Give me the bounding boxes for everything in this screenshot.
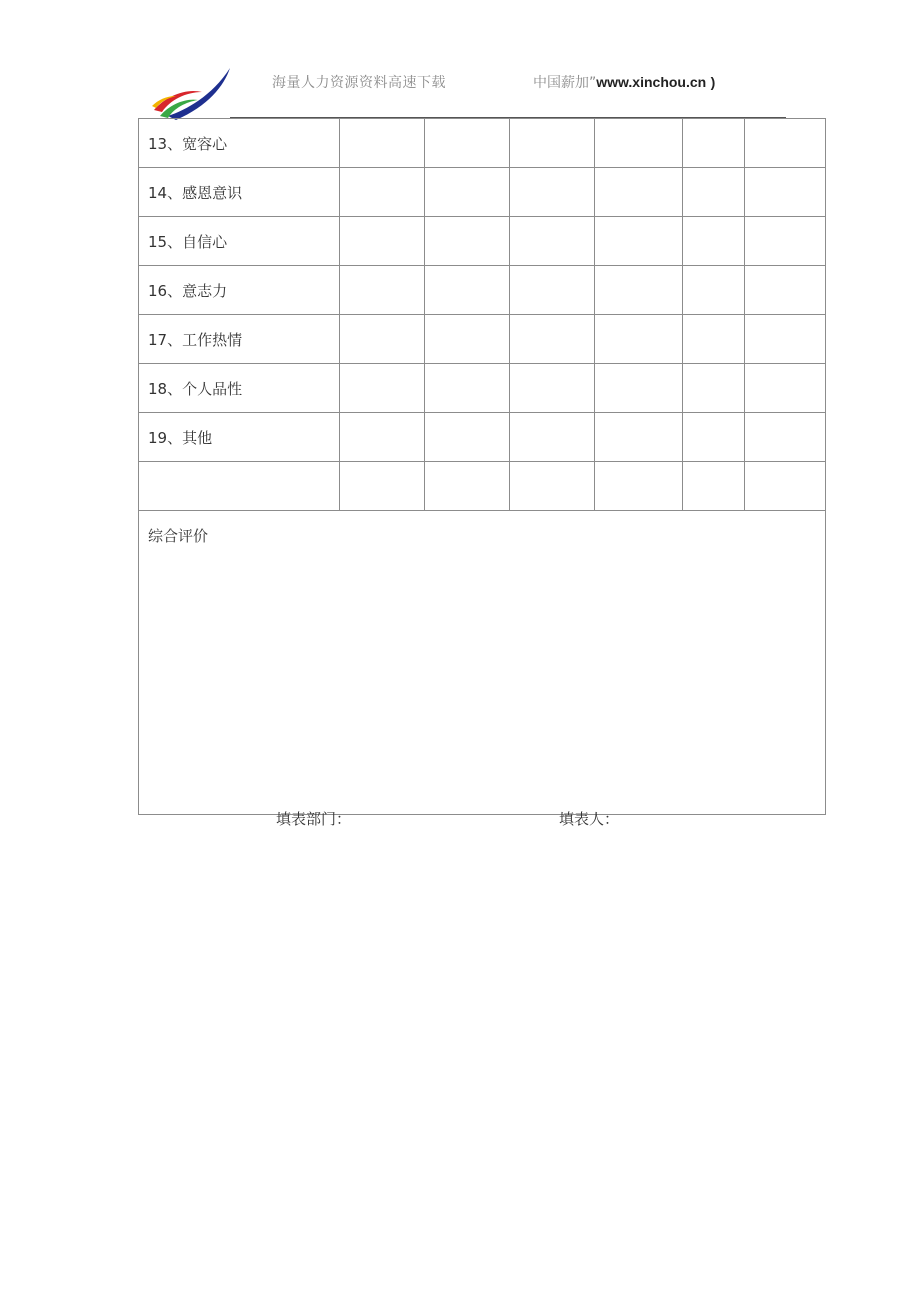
company-logo — [146, 66, 236, 122]
rating-cell[interactable] — [425, 462, 510, 511]
filler-label: 填表人： — [559, 810, 620, 828]
rating-cell[interactable] — [510, 413, 595, 462]
rating-cell[interactable] — [745, 266, 826, 315]
rating-cell[interactable] — [340, 168, 425, 217]
table-row — [139, 119, 826, 168]
rating-cell[interactable] — [683, 266, 745, 315]
rating-cell[interactable] — [425, 266, 510, 315]
rating-cell[interactable] — [595, 315, 683, 364]
rating-cell[interactable] — [683, 462, 745, 511]
rating-cell[interactable] — [510, 462, 595, 511]
rating-cell[interactable] — [683, 413, 745, 462]
row-label: 16、意志力 — [139, 266, 340, 315]
rating-cell[interactable] — [745, 168, 826, 217]
rating-cell[interactable] — [595, 413, 683, 462]
table-row — [139, 462, 826, 511]
header-site — [533, 72, 715, 92]
rating-cell[interactable] — [595, 364, 683, 413]
table-row — [139, 266, 826, 315]
row-label: 19、其他 — [139, 413, 340, 462]
summary-row — [139, 511, 826, 815]
rating-cell[interactable] — [595, 168, 683, 217]
summary-cell[interactable] — [139, 511, 826, 815]
rating-cell[interactable] — [340, 119, 425, 168]
rating-cell[interactable] — [510, 364, 595, 413]
rating-cell[interactable] — [510, 119, 595, 168]
row-label: 14、感恩意识 — [139, 168, 340, 217]
rating-cell[interactable] — [340, 315, 425, 364]
row-label: 15、自信心 — [139, 217, 340, 266]
row-label: 13、宽容心 — [139, 119, 340, 168]
rating-cell[interactable] — [425, 315, 510, 364]
rating-cell[interactable] — [510, 168, 595, 217]
rating-cell[interactable] — [745, 119, 826, 168]
rating-cell[interactable] — [595, 217, 683, 266]
rating-cell[interactable] — [745, 364, 826, 413]
rating-cell[interactable] — [340, 413, 425, 462]
rating-cell[interactable] — [340, 364, 425, 413]
rating-cell[interactable] — [683, 364, 745, 413]
rating-cell[interactable] — [683, 217, 745, 266]
row-label[interactable] — [139, 462, 340, 511]
summary-label: 综合评价 — [148, 527, 209, 545]
row-label: 17、工作热情 — [139, 315, 340, 364]
rating-cell[interactable] — [510, 315, 595, 364]
table-row — [139, 413, 826, 462]
rating-cell[interactable] — [745, 315, 826, 364]
rating-cell[interactable] — [595, 119, 683, 168]
rating-cell[interactable] — [340, 266, 425, 315]
rating-cell[interactable] — [683, 119, 745, 168]
table-row — [139, 364, 826, 413]
rating-cell[interactable] — [340, 217, 425, 266]
rating-cell[interactable] — [683, 315, 745, 364]
rating-cell[interactable] — [595, 266, 683, 315]
rating-cell[interactable] — [425, 364, 510, 413]
rating-cell[interactable] — [340, 462, 425, 511]
site-suffix: ) — [710, 74, 716, 90]
rating-cell[interactable] — [425, 119, 510, 168]
row-label: 18、个人品性 — [139, 364, 340, 413]
rating-cell[interactable] — [425, 217, 510, 266]
department-label: 填表部门： — [276, 810, 352, 828]
rating-cell[interactable] — [425, 413, 510, 462]
site-prefix: 中国薪加” — [533, 75, 597, 91]
rating-cell[interactable] — [683, 168, 745, 217]
table-row — [139, 315, 826, 364]
rating-cell[interactable] — [595, 462, 683, 511]
rating-cell[interactable] — [425, 168, 510, 217]
rating-cell[interactable] — [510, 266, 595, 315]
table-row — [139, 168, 826, 217]
header-tagline: 海量人力资源资料高速下载 — [272, 75, 446, 91]
rating-cell[interactable] — [745, 462, 826, 511]
site-url: www.xinchou.cn — [596, 74, 707, 90]
rating-cell[interactable] — [510, 217, 595, 266]
rating-cell[interactable] — [745, 413, 826, 462]
table-row — [139, 217, 826, 266]
rating-cell[interactable] — [745, 217, 826, 266]
evaluation-table — [138, 118, 826, 815]
